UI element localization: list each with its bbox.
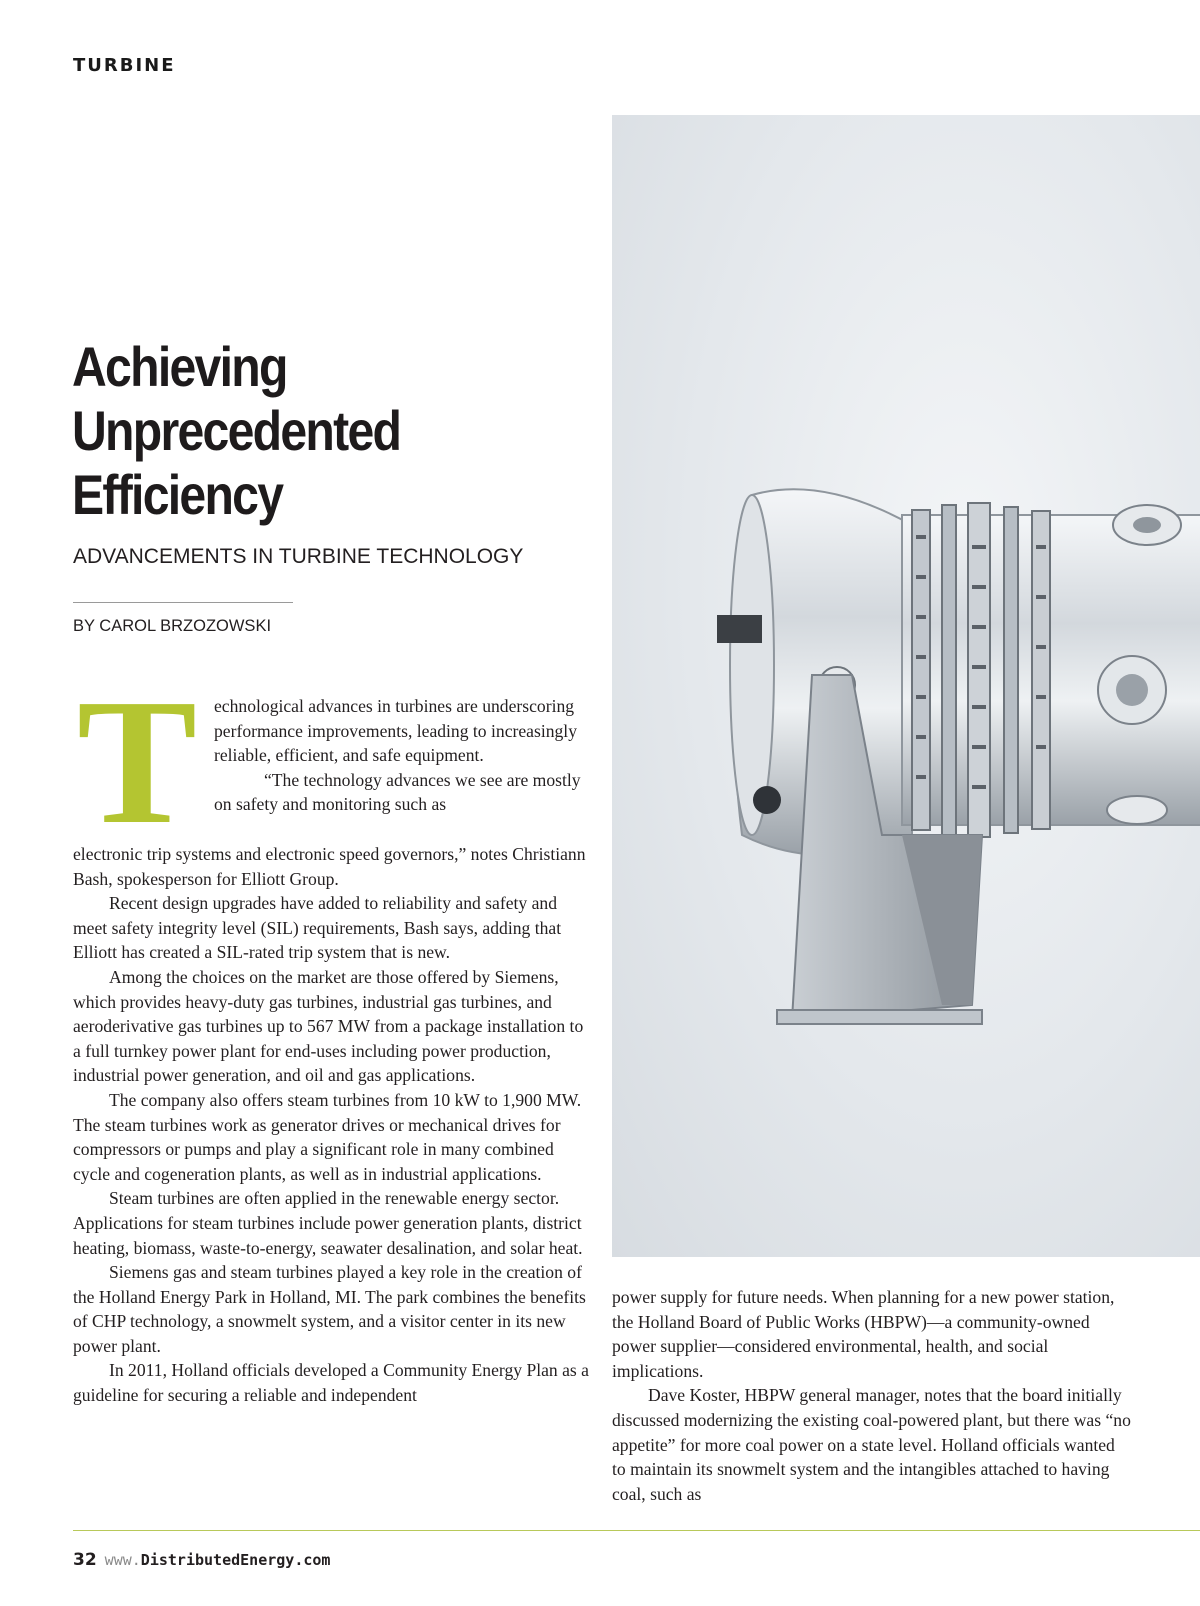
byline-divider	[73, 602, 293, 603]
footer-rule	[73, 1530, 1200, 1531]
article-paragraph: Among the choices on the market are those offered by Siemens, which provides heavy-duty gas turbines, industrial gas turbines, and aeroderivative gas turbines up to 567 MW from a package installation to a full turnkey power plant for end-uses including power production, industrial power generation, and oil and gas applications.	[73, 966, 584, 1086]
turbine-illustration	[612, 115, 1200, 1257]
svg-text:T: T	[77, 694, 197, 834]
section-label: TURBINE	[73, 55, 176, 76]
page-footer	[73, 1550, 330, 1570]
article-paragraph: “The technology advances we see are mostly on safety and monitoring such as	[214, 769, 581, 815]
headline-line: Unprecedented	[72, 399, 401, 462]
article-column-right	[612, 1285, 1132, 1506]
article-paragraph: power supply for future needs. When planning for a new power station, the Holland Board of Public Works (HBPW)—a community-owned power supplier—considered environmental, health, and social implications.	[612, 1287, 1115, 1381]
footer-url-prefix: www.	[104, 1551, 141, 1569]
article-paragraph: The company also offers steam turbines from 10 kW to 1,900 MW. The steam turbines work as generator drives or mechanical drives for compressors or pumps and play a significant role in many combined cycle and cogeneration plants, as well as in industrial applications.	[73, 1089, 582, 1184]
headline	[72, 335, 400, 527]
article-paragraph: In 2011, Holland officials developed a Community Energy Plan as a guideline for securing a reliable and independent	[73, 1360, 589, 1406]
article-paragraph: electronic trip systems and electronic speed governors,” notes Christiann Bash, spokesperson for Elliott Group.	[73, 844, 586, 889]
subheadline: ADVANCEMENTS IN TURBINE TECHNOLOGY	[73, 545, 524, 568]
article-intro	[214, 694, 586, 817]
article-paragraph: Dave Koster, HBPW general manager, notes that the board initially discussed modernizing the existing coal-powered plant, but there was “no appetite” for more coal power on a state level. Holland officials wanted to maintain its snowmelt system and the intangibles attached to having coal, such as	[612, 1385, 1131, 1504]
dropcap-letter	[77, 694, 197, 834]
article-paragraph: echnological advances in turbines are underscoring performance improvements, leading to increasingly reliable, efficient, and safe equipment.	[214, 696, 577, 766]
article-paragraph: Recent design upgrades have added to reliability and safety and meet safety integrity level (SIL) requirements, Bash says, adding that Elliott has created a SIL-rated trip system that is new.	[73, 893, 562, 963]
headline-line: Achieving	[72, 335, 287, 398]
article-paragraph: Siemens gas and steam turbines played a key role in the creation of the Holland Energy Park in Holland, MI. The park combines the benefits of CHP technology, a snowmelt system, and a visitor center in its new power plant.	[73, 1262, 586, 1356]
page-number: 32	[73, 1550, 97, 1570]
article-column-left	[73, 842, 589, 1408]
footer-url-site[interactable]: DistributedEnergy.com	[140, 1551, 331, 1569]
headline-line: Efficiency	[72, 463, 283, 526]
turbine-photo	[612, 115, 1200, 1257]
article-paragraph: Steam turbines are often applied in the renewable energy sector. Applications for steam turbines include power generation plants, district heating, biomass, waste-to-energy, seawater desalination, and solar heat.	[73, 1188, 583, 1258]
byline: BY CAROL BRZOZOWSKI	[73, 617, 272, 635]
